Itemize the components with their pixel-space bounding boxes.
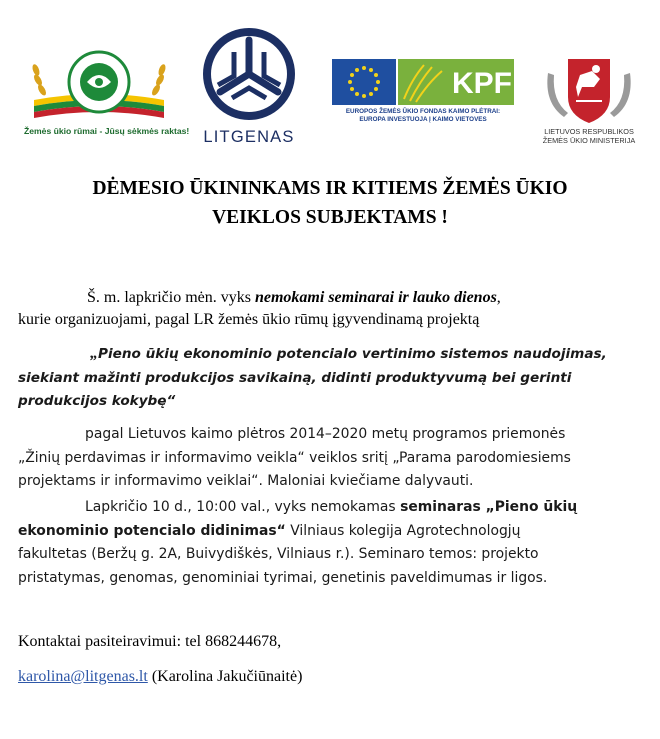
litgenas-logo — [196, 24, 302, 148]
ministry-emblem — [534, 53, 644, 125]
intro-line1-end: , — [496, 289, 501, 306]
kpf-caption-line2: EUROPA INVESTUOJA Į KAIMO VIETOVES — [359, 116, 487, 123]
announcement-title — [20, 174, 640, 232]
seminar-title-part2: ekonominio potencialo didinimas“ — [18, 522, 286, 539]
project-line1 — [18, 342, 642, 367]
zemes-ukio-rumai-logo — [24, 50, 190, 142]
project-name — [18, 342, 642, 414]
seminar-line2 — [18, 520, 642, 544]
contact-name: (Karolina Jakučiūnaitė) — [147, 668, 303, 685]
program-line1: pagal Lietuvos kaimo plėtros 2014–2020 metų programos priemonės — [85, 426, 566, 442]
kpf-letters: KPF — [452, 67, 512, 100]
eu-kpf-logo — [332, 59, 514, 129]
seminar-line4: pristatymas, genomas, genominiai tyrimai, genetinis paveldimumas ir ligos. — [18, 569, 548, 586]
seminar-line2-text: Vilniaus kolegija Agrotechnologjų — [285, 522, 521, 539]
seminar-line1-text: Lapkričio 10 d., 10:00 val., vyks nemokamas — [85, 499, 401, 515]
contact-line: Kontaktai pasiteiravimui: tel 868244678, — [18, 633, 282, 650]
seminar-line1 — [18, 496, 642, 520]
ministry-logo — [534, 53, 644, 148]
litgenas-emblem — [196, 24, 302, 124]
email-link[interactable]: karolina@litgenas.lt — [18, 668, 148, 685]
program-line2: „Žinių perdavimas ir informavimo veikla“ veiklos sritį „Parama parodomiesiems — [18, 449, 571, 466]
project-open-quote: „ — [90, 345, 98, 362]
title-line1: DĖMESIO ŪKININKAMS IR KITIEMS ŽEMĖS ŪKIO — [92, 178, 568, 199]
zur-motto: Žemės ūkio rūmai - Jūsų sėkmės raktas! — [24, 126, 190, 136]
zur-emblem — [24, 50, 174, 126]
title-line2: VEIKLOS SUBJEKTAMS ! — [212, 207, 448, 228]
project-line3: produkcijos kokybę“ — [18, 393, 176, 409]
program-paragraph — [18, 423, 642, 494]
program-line3: projektams ir informavimo veiklai“. Maloniai kviečiame dalyvauti. — [18, 473, 474, 489]
seminar-line3: fakultetas (Beržų g. 2A, Buivydiškės, Vilniaus r.). Seminaro temos: projekto — [18, 546, 539, 562]
email-line — [18, 666, 642, 688]
litgenas-wordmark: LITGENAS — [203, 128, 295, 146]
intro-line1-text: Š. m. lapkričio mėn. vyks — [87, 289, 255, 306]
seminars-emphasis: nemokami seminarai ir lauko dienos — [254, 289, 497, 306]
intro-line2: kurie organizuojami, pagal LR žemės ūkio rūmų įgyvendinamą projektą — [18, 311, 480, 328]
seminar-paragraph — [18, 496, 642, 590]
project-line1-text: Pieno ūkių ekonominio potencialo vertinimo sistemos naudojimas, — [98, 346, 607, 362]
project-line2: siekiant mažinti produkcijos savikainą, didinti produktyvumą bei gerinti — [18, 369, 572, 386]
kpf-caption-line1: EUROPOS ŽEMĖS ŪKIO FONDAS KAIMO PLĖTRAI: — [345, 108, 501, 115]
intro-paragraph — [18, 287, 642, 331]
intro-line1 — [18, 287, 642, 309]
eu-flag-kpf-banner — [332, 59, 514, 105]
ministry-name-line2: ŽEMĖS ŪKIO MINISTERIJA — [542, 136, 636, 145]
ministry-name-line1: LIETUVOS RESPUBLIKOS — [544, 127, 634, 136]
seminar-title-part1: seminaras „Pieno ūkių — [400, 499, 578, 515]
